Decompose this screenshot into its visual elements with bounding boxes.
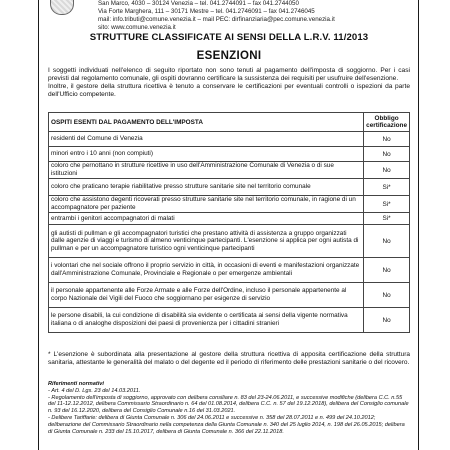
row-subject: entrambi i genitori accompagnatori di malati xyxy=(49,213,364,225)
row-subject: coloro che assistono degenti ricoverati presso strutture sanitarie site nel territorio comunale, in ragione di un accompagnatore per paziente xyxy=(49,196,364,213)
row-subject: gli autisti di pullman e gli accompagnatori turistici che prestano attività di assistenza a gruppo organizzati dalle agenzie di viaggi e turismo di almeno venticinque partecipanti. L'esenzione si applica per ogni autista di pullman e per un accompagnatore turistico ogni venticinque partecipanti xyxy=(49,225,364,258)
contact-block xyxy=(98,0,398,32)
city-seal-logo xyxy=(50,0,74,15)
left-margin-line xyxy=(38,0,39,450)
references-block xyxy=(48,381,410,435)
document-subtitle: ESENZIONI xyxy=(196,50,262,62)
row-subject: residenti del Comune di Venezia xyxy=(49,132,364,147)
web-line[interactable]: sito: www.comune.venezia.it xyxy=(98,24,176,31)
reference-line: - Art. 4 del D. Lgs. 23 del 14.03.2011. xyxy=(48,387,141,394)
row-obligation: No xyxy=(364,132,410,147)
reference-line: - Regolamento dell'imposta di soggiorno, approvato con delibera consiliare n. 83 del 23-24.06.2011, e successive modifiche (delibera C.C. n.55 del 11-12.12.2012, delibera Commissario Straordinario n. 64 del 01.08.2014, delibera C.C. n. 57 del 19.12.2018), delibera del Consiglio comunale n. 93 del 16.12.2020, delibera del Consiglio Comunale n.16 del 31.03.2021. xyxy=(48,394,409,415)
address-line-2: Via Forte Marghera, 111 – 30171 Mestre – tel. 041.2746091 – fax 041.2746045 xyxy=(98,8,315,15)
row-obligation: No xyxy=(364,283,410,308)
column-header-subject: OSPITI ESENTI DAL PAGAMENTO DELL'IMPOSTA xyxy=(49,113,364,132)
row-obligation: Si* xyxy=(364,213,410,225)
right-margin-line xyxy=(418,0,419,450)
table-row xyxy=(49,179,410,196)
table-row xyxy=(49,258,410,283)
row-subject: il personale appartenente alle Forze Armate e alle Forze dell'Ordine, incluso il personale appartenente al corpo Nazionale dei Vigili del Fuoco che soggiornano per esigenze di servizio xyxy=(49,283,364,308)
address-line: San Marco, 4030 – 30124 Venezia – tel. 041.2744091 – fax 041.2744050 xyxy=(98,0,299,7)
table-row xyxy=(49,213,410,225)
table-row xyxy=(49,283,410,308)
document-title: STRUTTURE CLASSIFICATE AI SENSI DELLA L.R.V. 11/2013 xyxy=(89,32,369,43)
intro-text xyxy=(48,67,410,99)
mail-line[interactable]: mail: info.tributi@comune.venezia.it – mail PEC: dirfinanziaria@pec.comune.venezia.it xyxy=(98,16,335,23)
row-obligation: Si* xyxy=(364,196,410,213)
table-row xyxy=(49,308,410,333)
table-row xyxy=(49,225,410,258)
row-subject: i volontari che nel sociale offrono il proprio servizio in città, in occasioni di eventi e manifestazioni organizzate dall'Amministrazione Comunale, Provinciale e Regionale o per emergenze ambientali xyxy=(49,258,364,283)
reference-line: - Delibere Tariffarie: delibera di Giunta Comunale n. 306 del 24.06.2011 e successive n. 358 del 28.07.2011 e n. 499 del 24.10.2012; deliberazione del Commissario Straordinario nella competenza della Giunta Comunale n. 340 del 25 luglio 2014, n. 198 del 26.05.2015; delibera di Giunta Comunale n. 233 del 15.10.2017, delibera di Giunta Comunale n. 366 del 22.11.2018. xyxy=(48,414,405,435)
table-row xyxy=(49,147,410,162)
row-obligation: Si* xyxy=(364,179,410,196)
row-obligation: No xyxy=(364,147,410,162)
row-subject: minori entro i 10 anni (non compiuti) xyxy=(49,147,364,162)
row-subject: coloro che pernottano in strutture ricettive in uso dell'Amministrazione Comunale di Venezia o di sue istituzioni xyxy=(49,162,364,179)
row-obligation: No xyxy=(364,162,410,179)
row-subject: le persone disabili, la cui condizione di disabilità sia evidente o certificata ai sensi della vigente normativa italiana o di analoghe disposizioni dei paesi di provenienza per i cittadini stranieri xyxy=(49,308,364,333)
row-subject: coloro che praticano terapie riabilitative presso strutture sanitarie site nel territorio comunale xyxy=(49,179,364,196)
table-row xyxy=(49,196,410,213)
row-obligation: No xyxy=(364,225,410,258)
intro-paragraph: Inoltre, il gestore della struttura ricettiva è tenuto a conservare le certificazioni per eventuali controlli o ispezioni da parte dell'Ufficio competente. xyxy=(48,82,410,98)
intro-paragraph: I soggetti individuati nell'elenco di seguito riportato non sono tenuti al pagamento dell'imposta di soggiorno. Per i casi previsti dal regolamento comunale, gli ospiti dovranno certificare la sussistenza dei requisiti per usufruire dell'esenzione. xyxy=(48,67,410,82)
references-heading: Riferimenti normativi xyxy=(48,381,104,387)
table-row xyxy=(49,162,410,179)
table-row xyxy=(49,132,410,147)
row-obligation: No xyxy=(364,308,410,333)
column-header-obligation: Obbligo certificazione xyxy=(364,113,410,132)
exemptions-table xyxy=(48,112,410,333)
row-obligation: No xyxy=(364,258,410,283)
footnote: * L'esenzione è subordinata alla presentazione al gestore della struttura ricettiva di apposita certificazione della struttura sanitaria, attestante le generalità del malato o del degente ed il periodo di riferimento delle prestazioni sanitarie o del ricovero. xyxy=(48,351,410,366)
